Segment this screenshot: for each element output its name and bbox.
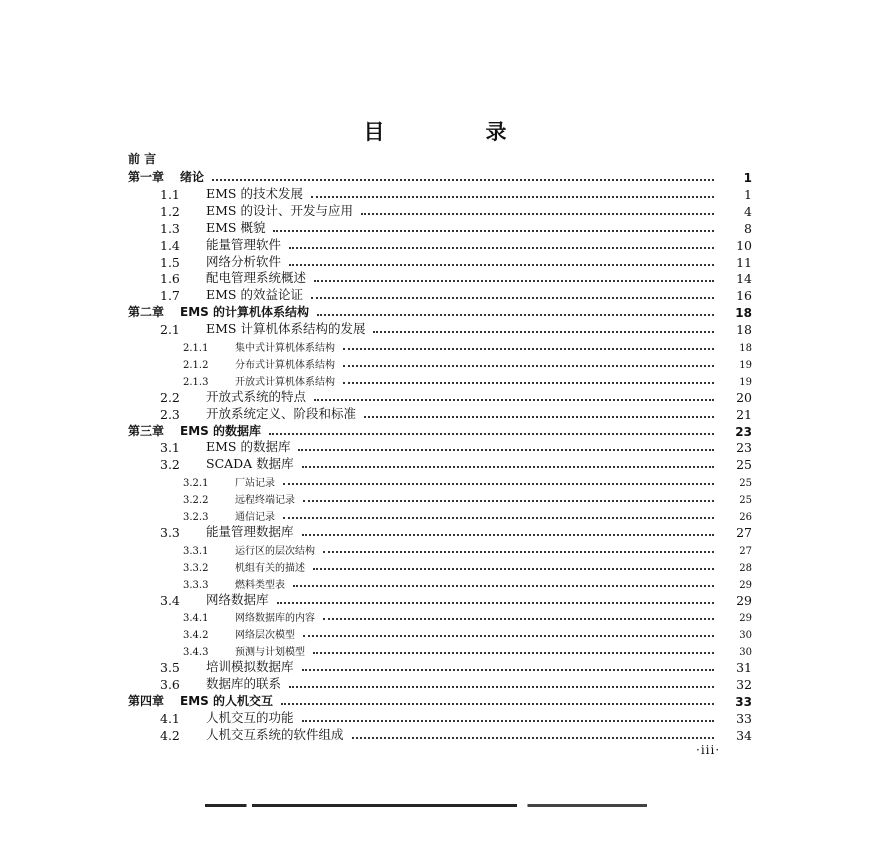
toc-label: EMS 的数据库	[180, 424, 261, 438]
toc-page-number: 26	[739, 512, 752, 523]
toc-label: 培训模拟数据库	[206, 659, 294, 674]
toc-leader-dots	[314, 399, 714, 401]
toc-page-number: 18	[735, 306, 752, 320]
toc-label: EMS 的数据库	[206, 439, 291, 454]
toc-page-number: 29	[739, 580, 752, 591]
toc-entry[interactable]	[160, 202, 752, 219]
toc-leader-dots	[343, 382, 714, 384]
toc-entry[interactable]	[183, 472, 752, 489]
toc-number: 2.1.3	[183, 377, 209, 388]
toc-number: 2.2	[160, 390, 180, 405]
toc-page-number: 11	[736, 255, 752, 270]
toc-label: 开放式系统的特点	[206, 389, 307, 404]
toc-entry[interactable]	[183, 540, 752, 557]
toc-leader-dots	[343, 365, 714, 367]
toc-number: 1.7	[160, 288, 180, 303]
toc-page-number: 1	[744, 187, 752, 202]
toc-page-number: 20	[736, 390, 752, 405]
toc-leader-dots	[212, 179, 714, 181]
toc-page-number: 29	[736, 593, 752, 608]
toc-entry[interactable]	[183, 607, 752, 624]
toc-page-number: 21	[736, 407, 752, 422]
toc-label: EMS 的计算机体系结构	[180, 305, 309, 319]
toc-page-number: 33	[735, 695, 752, 709]
toc-leader-dots	[293, 585, 714, 587]
toc-label: EMS 的人机交互	[180, 694, 273, 708]
toc-number: 1.5	[160, 255, 180, 270]
toc-label: 人机交互系统的软件组成	[206, 727, 344, 742]
toc-number: 3.3	[160, 525, 180, 540]
toc-leader-dots	[283, 483, 714, 485]
toc-page-number: 25	[739, 495, 752, 506]
toc-leader-dots	[273, 230, 714, 232]
toc-label: 集中式计算机体系结构	[235, 343, 335, 354]
toc-leader-dots	[303, 635, 714, 637]
toc-label: 燃料类型表	[235, 580, 285, 591]
toc-leader-dots	[313, 652, 714, 654]
toc-label: 网络层次模型	[235, 630, 295, 641]
toc-number: 1.3	[160, 221, 180, 236]
toc-entry[interactable]	[183, 371, 752, 388]
toc-leader-dots	[298, 449, 714, 451]
toc-page-number: 29	[739, 613, 752, 624]
toc-entry[interactable]	[160, 388, 752, 405]
toc-leader-dots	[314, 280, 714, 282]
toc-leader-dots	[361, 213, 714, 215]
scan-edge-mark	[205, 804, 725, 807]
toc-page-number: 18	[736, 322, 752, 337]
toc-label: 网络数据库的内容	[235, 613, 315, 624]
toc-entry[interactable]	[183, 506, 752, 523]
toc-label: SCADA 数据库	[206, 456, 294, 471]
toc-number: 3.2.3	[183, 512, 209, 523]
toc-label: 配电管理系统概述	[206, 270, 307, 285]
toc-entry[interactable]	[160, 286, 752, 303]
toc-entry[interactable]	[160, 455, 752, 472]
toc-number: 3.4.1	[183, 613, 209, 624]
toc-label: 开放式计算机体系结构	[235, 377, 335, 388]
toc-page-number: 1	[743, 171, 752, 185]
toc-label: 预测与计划模型	[235, 647, 305, 658]
toc-leader-dots	[289, 686, 714, 688]
toc-number: 3.3.1	[183, 546, 209, 557]
toc-leader-dots	[277, 602, 714, 604]
toc-label: 能量管理数据库	[206, 524, 294, 539]
toc-front-matter[interactable]	[128, 150, 156, 167]
toc-number: 2.1	[160, 322, 180, 337]
toc-leader-dots	[317, 314, 714, 316]
toc-label: 能量管理软件	[206, 237, 282, 252]
toc-number: 3.3.3	[183, 580, 209, 591]
toc-page-number: 8	[744, 221, 752, 236]
toc-number: 第二章	[128, 305, 165, 319]
toc-page-number: 27	[739, 546, 752, 557]
toc-page-number: 33	[736, 711, 752, 726]
toc-label: 数据库的联系	[206, 676, 282, 691]
toc-page-number: 32	[736, 677, 752, 692]
page-title: 目 录	[363, 120, 547, 144]
toc-leader-dots	[303, 500, 714, 502]
toc-page-number: 18	[739, 343, 752, 354]
toc-number: 3.4	[160, 593, 180, 608]
toc-entry[interactable]	[183, 337, 752, 354]
toc-leader-dots	[281, 703, 714, 705]
toc-entry[interactable]	[160, 438, 752, 455]
toc-number: 3.1	[160, 440, 180, 455]
toc-entry[interactable]	[160, 591, 752, 608]
toc-label: 开放系统定义、阶段和标准	[206, 406, 357, 421]
toc-number: 1.1	[160, 187, 180, 202]
toc-page-number: 4	[744, 204, 752, 219]
toc-number: 2.1.1	[183, 343, 209, 354]
toc-page-number: 25	[739, 478, 752, 489]
toc-label: 运行区的层次结构	[235, 546, 315, 557]
toc-label: 分布式计算机体系结构	[235, 360, 335, 371]
toc-number: 2.1.2	[183, 360, 209, 371]
toc-entry[interactable]	[160, 726, 752, 743]
toc-entry[interactable]	[160, 320, 752, 337]
toc-number: 1.2	[160, 204, 180, 219]
toc-leader-dots	[343, 348, 714, 350]
toc-number: 3.5	[160, 660, 180, 675]
toc-page-number: 30	[739, 647, 752, 658]
toc-label: 前 言	[128, 152, 157, 166]
toc-entry[interactable]	[160, 269, 752, 286]
toc-page-number: 19	[739, 360, 752, 371]
toc-entry[interactable]	[160, 523, 752, 540]
toc-leader-dots	[352, 737, 714, 739]
toc-leader-dots	[323, 618, 714, 620]
toc-number: 3.4.2	[183, 630, 209, 641]
toc-entry[interactable]	[160, 236, 752, 253]
toc-entry[interactable]	[160, 405, 752, 422]
toc-entry[interactable]	[160, 709, 752, 726]
toc-number: 4.2	[160, 728, 180, 743]
toc-page-number: 30	[739, 630, 752, 641]
toc-entry[interactable]	[128, 168, 752, 185]
toc-page-number: 16	[736, 288, 752, 303]
toc-leader-dots	[269, 433, 714, 435]
page-number: ·iii·	[696, 743, 721, 757]
toc-page-number: 25	[736, 457, 752, 472]
toc-leader-dots	[311, 297, 714, 299]
toc-entry[interactable]	[183, 557, 752, 574]
toc-page-number: 31	[736, 660, 752, 675]
toc-page-number: 34	[736, 728, 752, 743]
toc-leader-dots	[302, 720, 714, 722]
toc-label: 网络分析软件	[206, 254, 282, 269]
toc-label: 人机交互的功能	[206, 710, 294, 725]
toc-label: 机组有关的描述	[235, 563, 305, 574]
toc-page-number: 23	[736, 440, 752, 455]
toc-leader-dots	[302, 534, 714, 536]
toc-number: 1.6	[160, 271, 180, 286]
toc-label: 远程终端记录	[235, 495, 295, 506]
toc-page-number: 28	[739, 563, 752, 574]
toc-page-number: 23	[735, 425, 752, 439]
toc-entry[interactable]	[160, 185, 752, 202]
toc-number: 3.4.3	[183, 647, 209, 658]
toc-entry[interactable]	[160, 658, 752, 675]
toc-entry[interactable]	[183, 574, 752, 591]
toc-entry[interactable]	[128, 303, 752, 320]
toc-page-number: 27	[736, 525, 752, 540]
toc-label: 网络数据库	[206, 592, 269, 607]
toc-number: 第一章	[128, 170, 165, 184]
toc-leader-dots	[283, 517, 714, 519]
toc-label: EMS 计算机体系结构的发展	[206, 321, 366, 336]
toc-number: 1.4	[160, 238, 180, 253]
toc-label: EMS 的效益论证	[206, 287, 303, 302]
toc-label: 厂站记录	[235, 478, 275, 489]
toc-number: 4.1	[160, 711, 180, 726]
toc-entry[interactable]	[160, 675, 752, 692]
toc-number: 2.3	[160, 407, 180, 422]
toc-leader-dots	[364, 416, 714, 418]
toc-number: 3.2.1	[183, 478, 209, 489]
toc-label: EMS 概貌	[206, 220, 266, 235]
toc-page-number: 19	[739, 377, 752, 388]
toc-page-number: 10	[736, 238, 752, 253]
toc-leader-dots	[302, 669, 714, 671]
toc-label: EMS 的技术发展	[206, 186, 303, 201]
toc-number: 3.3.2	[183, 563, 209, 574]
toc-page-number: 14	[736, 271, 752, 286]
toc-leader-dots	[289, 247, 714, 249]
toc-number: 3.6	[160, 677, 180, 692]
toc-number: 第三章	[128, 424, 165, 438]
toc-number: 3.2	[160, 457, 180, 472]
toc-label: EMS 的设计、开发与应用	[206, 203, 353, 218]
toc-label: 绪论	[180, 170, 205, 184]
toc-leader-dots	[289, 264, 714, 266]
toc-number: 第四章	[128, 694, 165, 708]
toc-entry[interactable]	[183, 624, 752, 641]
toc-leader-dots	[311, 196, 714, 198]
toc-leader-dots	[313, 568, 714, 570]
toc-entry[interactable]	[183, 489, 752, 506]
toc-entry[interactable]	[160, 219, 752, 236]
toc-leader-dots	[373, 331, 714, 333]
toc-leader-dots	[302, 466, 714, 468]
toc-number: 3.2.2	[183, 495, 209, 506]
toc-label: 通信记录	[235, 512, 275, 523]
toc-entry[interactable]	[183, 354, 752, 371]
toc-leader-dots	[323, 551, 714, 553]
toc-entry[interactable]	[128, 692, 752, 709]
toc-entry[interactable]	[183, 641, 752, 658]
